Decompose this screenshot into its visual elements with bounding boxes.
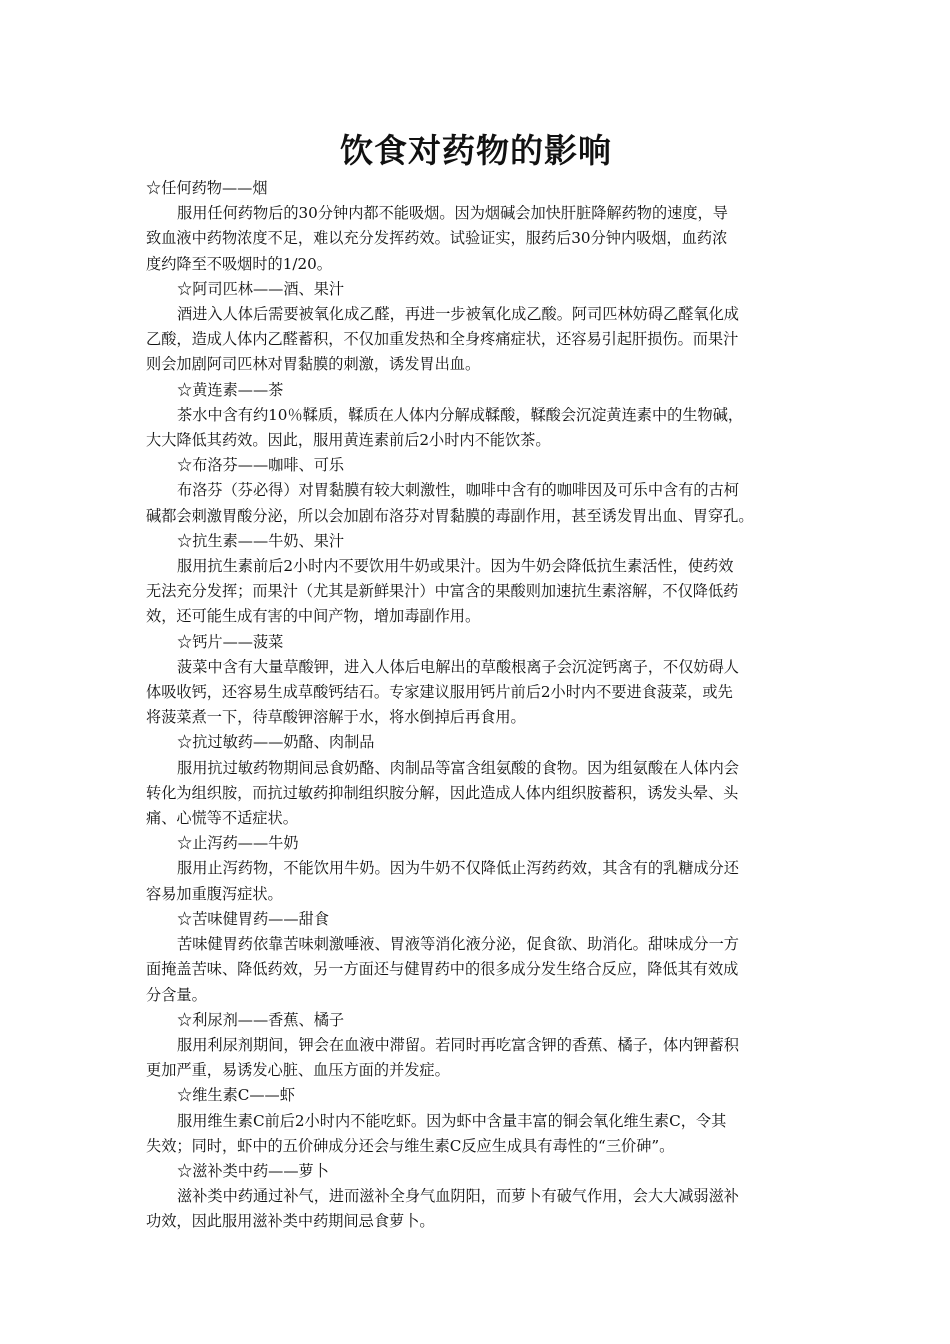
paragraph-line: 致血液中药物浓度不足，难以充分发挥药效。试验证实，服药后30分钟内吸烟，血药浓 [146, 229, 728, 248]
section-heading: ☆钙片——菠菜 [177, 632, 284, 651]
paragraph-line: 苦味健胃药依靠苦味刺激唾液、胃液等消化液分泌，促食欲、助消化。甜味成分一方 [177, 935, 739, 954]
paragraph-line: 度约降至不吸烟时的1/20。 [146, 254, 332, 273]
paragraph-line: 更加严重，易诱发心脏、血压方面的并发症。 [146, 1061, 450, 1080]
paragraph-line: 转化为组织胺，而抗过敏药抑制组织胺分解，因此造成人体内组织胺蓄积，诱发头晕、头 [146, 783, 739, 802]
paragraph-line: 乙酸，造成人体内乙醛蓄积，不仅加重发热和全身疼痛症状，还容易引起肝损伤。而果汁 [146, 330, 739, 349]
document-body [146, 176, 806, 1235]
section-heading: ☆利尿剂——香蕉、橘子 [177, 1010, 345, 1029]
paragraph-line: 碱都会刺激胃酸分泌，所以会加剧布洛芬对胃黏膜的毒副作用，甚至诱发胃出血、胃穿孔。 [146, 506, 754, 525]
section-heading: ☆维生素C——虾 [177, 1086, 295, 1105]
paragraph-line: 服用止泻药物，不能饮用牛奶。因为牛奶不仅降低止泻药药效，其含有的乳糖成分还 [177, 859, 739, 878]
section-heading: ☆阿司匹林——酒、果汁 [177, 279, 345, 298]
paragraph-line: 无法充分发挥；而果汁（尤其是新鲜果汁）中富含的果酸则加速抗生素溶解，不仅降低药 [146, 582, 739, 601]
section-heading: ☆滋补类中药——萝卜 [177, 1161, 329, 1180]
document-page [146, 128, 806, 1235]
document-title: 饮食对药物的影响 [340, 131, 612, 170]
paragraph-line: 菠菜中含有大量草酸钾，进入人体后电解出的草酸根离子会沉淀钙离子，不仅妨碍人 [177, 657, 739, 676]
paragraph-line: 面掩盖苦味、降低药效，另一方面还与健胃药中的很多成分发生络合反应，降低其有效成 [146, 960, 739, 979]
paragraph-line: 滋补类中药通过补气，进而滋补全身气血阴阳，而萝卜有破气作用，会大大减弱滋补 [177, 1187, 739, 1206]
paragraph-line: 容易加重腹泻症状。 [146, 884, 283, 903]
paragraph-line: 布洛芬（芬必得）对胃黏膜有较大刺激性，咖啡中含有的咖啡因及可乐中含有的古柯 [177, 481, 739, 500]
paragraph-line: 将菠菜煮一下，待草酸钾溶解于水，将水倒掉后再食用。 [146, 708, 526, 727]
paragraph-line: 失效；同时，虾中的五价砷成分还会与维生素C反应生成具有毒性的“三价砷”。 [146, 1136, 675, 1155]
paragraph-line: 服用维生素C前后2小时内不能吃虾。因为虾中含量丰富的铜会氧化维生素C，令其 [177, 1111, 727, 1130]
paragraph-line: 酒进入人体后需要被氧化成乙醛，再进一步被氧化成乙酸。阿司匹林妨碍乙醛氧化成 [177, 305, 739, 324]
paragraph-line: 痛、心慌等不适症状。 [146, 809, 298, 828]
paragraph-line: 体吸收钙，还容易生成草酸钙结石。专家建议服用钙片前后2小时内不要进食菠菜，或先 [146, 683, 733, 702]
paragraph-line: 大大降低其药效。因此，服用黄连素前后2小时内不能饮茶。 [146, 431, 551, 450]
paragraph-line: 服用任何药物后的30分钟内都不能吸烟。因为烟碱会加快肝脏降解药物的速度，导 [177, 204, 728, 223]
section-heading: ☆苦味健胃药——甜食 [177, 909, 329, 928]
section-heading: ☆抗过敏药——奶酪、肉制品 [177, 733, 375, 752]
paragraph-line: 服用抗生素前后2小时内不要饮用牛奶或果汁。因为牛奶会降低抗生素活性，使药效 [177, 557, 734, 576]
paragraph-line: 茶水中含有约10％鞣质，鞣质在人体内分解成鞣酸，鞣酸会沉淀黄连素中的生物碱， [177, 405, 744, 424]
paragraph-line: 则会加剧阿司匹林对胃黏膜的刺激，诱发胃出血。 [146, 355, 481, 374]
paragraph-line: 功效，因此服用滋补类中药期间忌食萝卜。 [146, 1212, 435, 1231]
paragraph-line: 效，还可能生成有害的中间产物，增加毒副作用。 [146, 607, 481, 626]
section-heading: ☆止泻药——牛奶 [177, 834, 299, 853]
paragraph-line: 分含量。 [146, 985, 207, 1004]
paragraph-line: 服用抗过敏药物期间忌食奶酪、肉制品等富含组氨酸的食物。因为组氨酸在人体内会 [177, 758, 739, 777]
section-heading: ☆布洛芬——咖啡、可乐 [177, 456, 345, 475]
paragraph-line: 服用利尿剂期间，钾会在血液中滞留。若同时再吃富含钾的香蕉、橘子，体内钾蓄积 [177, 1035, 739, 1054]
section-heading: ☆抗生素——牛奶、果汁 [177, 531, 345, 550]
section-heading: ☆任何药物——烟 [146, 179, 268, 197]
section-heading: ☆黄连素——茶 [177, 380, 284, 399]
